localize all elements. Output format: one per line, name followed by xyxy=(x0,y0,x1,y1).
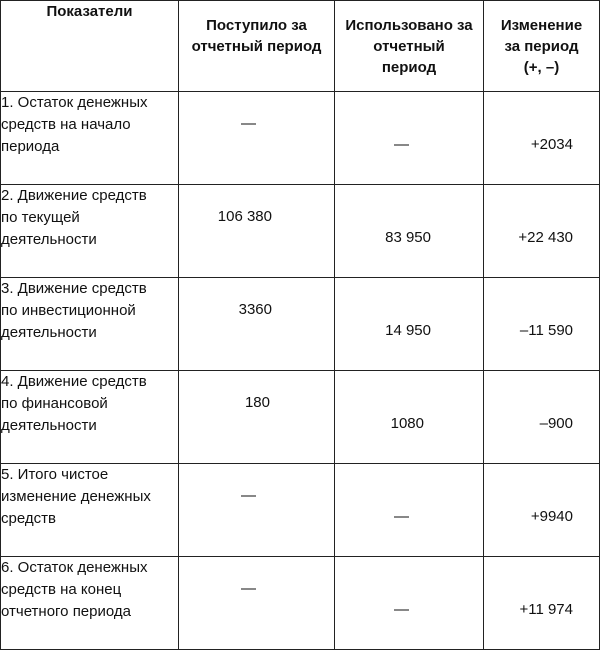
used-value: 1080 xyxy=(390,415,424,432)
table-row xyxy=(1,185,600,278)
header-used: Использовано за отчетный период xyxy=(335,1,484,92)
used-value: 14 950 xyxy=(385,322,431,339)
table-header-row xyxy=(1,1,600,92)
used-value: — xyxy=(394,136,409,153)
used-cell xyxy=(335,557,484,650)
received-cell xyxy=(179,464,335,557)
row-label: 1. Остаток денежных средств на начало периода xyxy=(1,92,179,185)
change-value: –900 xyxy=(539,415,573,432)
change-cell xyxy=(484,185,600,278)
change-cell xyxy=(484,371,600,464)
received-value: 106 380 xyxy=(217,208,272,225)
table-row xyxy=(1,371,600,464)
header-received: Поступило за отчетный период xyxy=(179,1,335,92)
change-value: +9940 xyxy=(530,508,573,525)
row-label: 3. Движение средств по инвестиционной деятельности xyxy=(1,278,179,371)
row-label: 2. Движение средств по текущей деятельности xyxy=(1,185,179,278)
change-cell xyxy=(484,92,600,185)
header-change: Изменение за период (+, –) xyxy=(484,1,600,92)
used-cell xyxy=(335,92,484,185)
table-row xyxy=(1,557,600,650)
change-value: –11 590 xyxy=(519,322,573,339)
row-label: 4. Движение средств по финансовой деятельности xyxy=(1,371,179,464)
received-cell xyxy=(179,92,335,185)
row-label: 5. Итого чистое изменение денежных средств xyxy=(1,464,179,557)
received-cell xyxy=(179,557,335,650)
change-value: +2034 xyxy=(530,136,573,153)
change-value: +11 974 xyxy=(519,601,573,618)
received-value: 3360 xyxy=(238,301,272,318)
received-cell xyxy=(179,371,335,464)
row-label: 6. Остаток денежных средств на конец отчетного периода xyxy=(1,557,179,650)
table-row xyxy=(1,464,600,557)
header-indicators: Показатели xyxy=(1,1,179,92)
table-row xyxy=(1,92,600,185)
used-value: 83 950 xyxy=(385,229,431,246)
change-value: +22 430 xyxy=(518,229,573,246)
table-row xyxy=(1,278,600,371)
used-cell xyxy=(335,185,484,278)
used-cell xyxy=(335,371,484,464)
received-value: — xyxy=(241,580,256,597)
used-value: — xyxy=(394,601,409,618)
change-cell xyxy=(484,557,600,650)
received-value: 180 xyxy=(244,394,270,411)
change-cell xyxy=(484,464,600,557)
used-cell xyxy=(335,278,484,371)
used-value: — xyxy=(394,508,409,525)
received-cell xyxy=(179,278,335,371)
received-value: — xyxy=(241,115,256,132)
received-cell xyxy=(179,185,335,278)
change-cell xyxy=(484,278,600,371)
used-cell xyxy=(335,464,484,557)
received-value: — xyxy=(241,487,256,504)
